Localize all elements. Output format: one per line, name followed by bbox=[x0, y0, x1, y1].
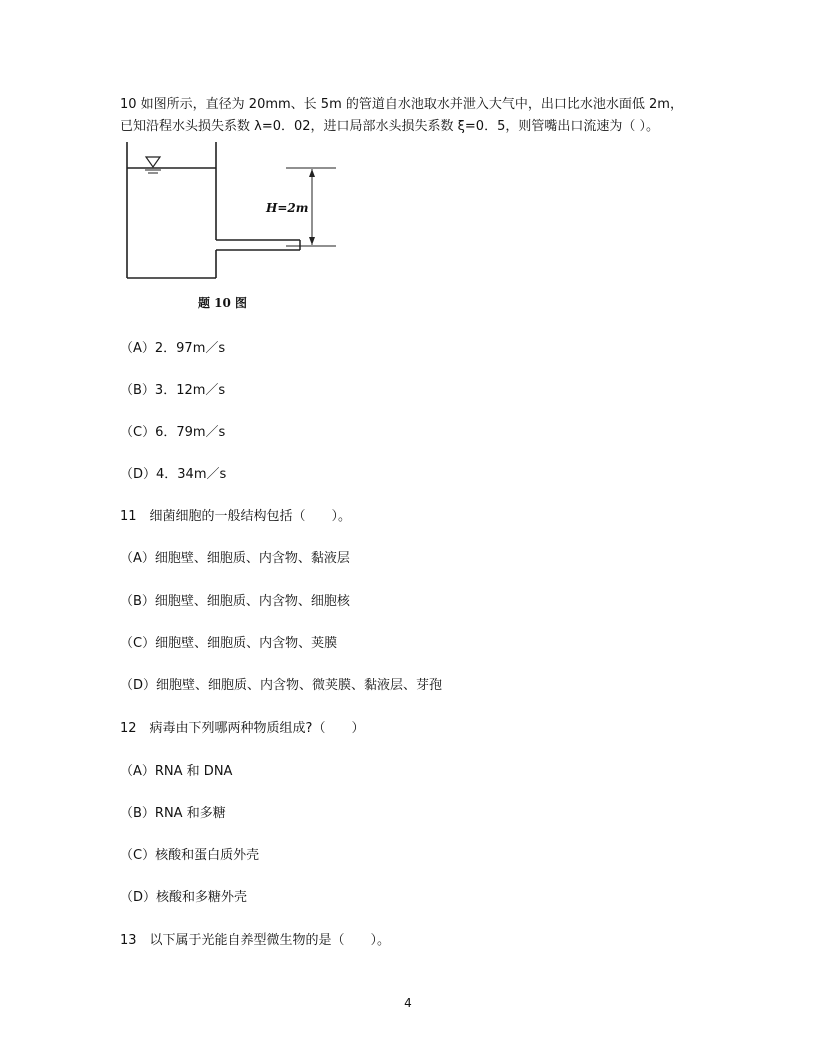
option-12-a: （A）RNA 和 DNA bbox=[120, 764, 233, 779]
option-12-c: （C）核酸和蛋白质外壳 bbox=[120, 848, 260, 863]
option-11-a: （A）细胞壁、细胞质、内含物、黏液层 bbox=[120, 551, 350, 566]
option-10-d: （D）4．34m／s bbox=[120, 467, 227, 482]
option-11-c: （C）细胞壁、细胞质、内含物、荚膜 bbox=[120, 636, 338, 651]
option-10-a: （A）2．97m／s bbox=[120, 341, 226, 356]
page-number: 4 bbox=[404, 996, 412, 1010]
question-10-stem-line-1: 10 如图所示，直径为 20mm、长 5m 的管道自水池取水并泄入大气中，出口比水池水面低 2m， bbox=[120, 97, 683, 112]
head-label: H=2m bbox=[266, 201, 309, 215]
option-10-c: （C）6．79m／s bbox=[120, 425, 226, 440]
option-12-d: （D）核酸和多糖外壳 bbox=[120, 890, 248, 905]
figure-caption: 题 10 图 bbox=[198, 296, 248, 310]
option-10-b: （B）3．12m／s bbox=[120, 383, 226, 398]
question-13-stem: 13 以下属于光能自养型微生物的是（ ）。 bbox=[120, 933, 391, 948]
question-10-figure bbox=[118, 138, 368, 318]
option-12-b: （B）RNA 和多糖 bbox=[120, 806, 226, 821]
option-11-d: （D）细胞壁、细胞质、内含物、微荚膜、黏液层、芽孢 bbox=[120, 678, 443, 693]
question-12-stem: 12 病毒由下列哪两种物质组成?（ ） bbox=[120, 721, 365, 736]
question-11-stem: 11 细菌细胞的一般结构包括（ ）。 bbox=[120, 509, 352, 524]
tank-pipe-diagram bbox=[118, 138, 368, 288]
question-10-stem-line-2: 已知沿程水头损失系数 λ=0．02，进口局部水头损失系数 ξ=0．5，则管嘴出口流速为（ ）。 bbox=[120, 119, 659, 134]
option-11-b: （B）细胞壁、细胞质、内含物、细胞核 bbox=[120, 594, 350, 609]
